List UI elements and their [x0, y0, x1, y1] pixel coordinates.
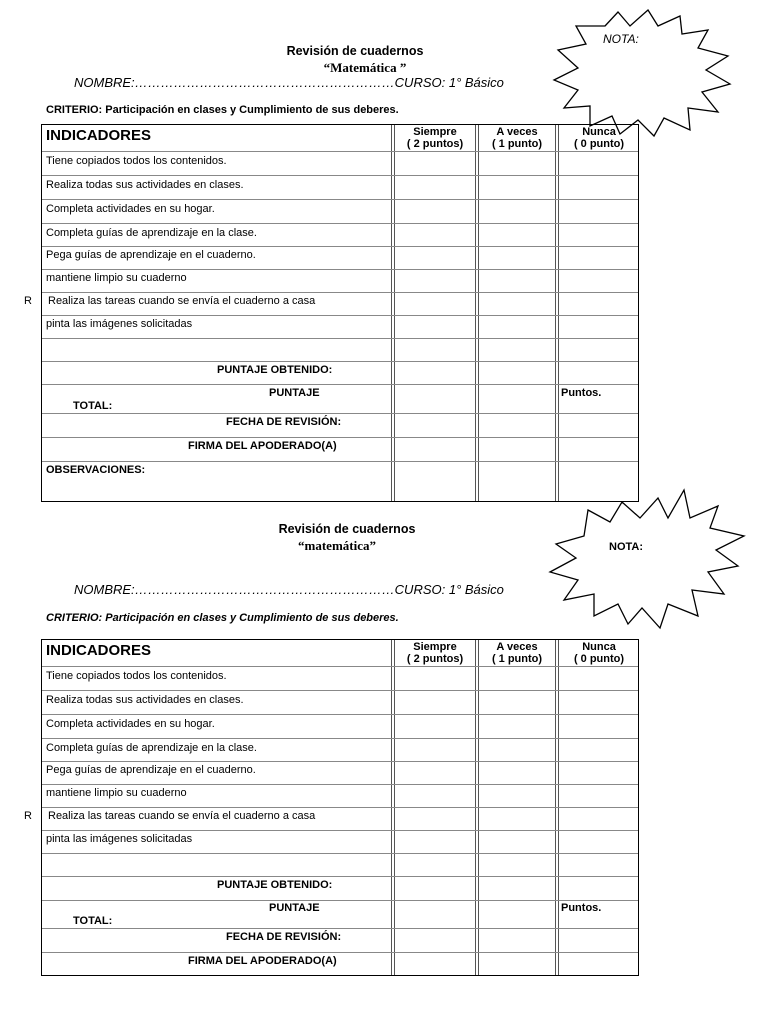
form-title: Revisión de cuadernos [278, 522, 416, 536]
indicator-row: mantiene limpio su cuaderno [46, 272, 187, 284]
indicator-row: Completa guías de aprendizaje en la clase. [46, 227, 257, 239]
nota-label: NOTA: [603, 32, 639, 46]
firma-apoderado-label: FIRMA DEL APODERADO(A) [188, 440, 337, 452]
aveces-header: A veces ( 1 punto) [491, 126, 543, 150]
total-label: TOTAL: [73, 400, 113, 412]
indicator-row: Realiza las tareas cuando se envía el cuaderno a casa [48, 295, 316, 307]
rubric-table [41, 124, 639, 502]
siempre-header: Siempre ( 2 puntos) [406, 126, 464, 150]
nunca-header: Nunca ( 0 punto) [573, 126, 625, 150]
nombre-curso-line: NOMBRE:……………………………………………………CURSO: 1° Básico [74, 75, 504, 90]
observaciones-label: OBSERVACIONES: [46, 464, 146, 476]
puntos-label: Puntos. [561, 387, 602, 399]
form-subtitle: “Matemática ” [323, 60, 407, 75]
indicator-row: Realiza las tareas cuando se envía el cuaderno a casa [48, 810, 316, 822]
fecha-revision-label: FECHA DE REVISIÓN: [226, 931, 342, 943]
puntaje-label: PUNTAJE [269, 387, 320, 399]
puntaje-label: PUNTAJE [269, 902, 320, 914]
indicator-row: Pega guías de aprendizaje en el cuaderno. [46, 764, 256, 776]
fecha-revision-label: FECHA DE REVISIÓN: [226, 416, 342, 428]
nombre-curso-line: NOMBRE:……………………………………………………CURSO: 1° Básico [74, 582, 504, 597]
firma-apoderado-label: FIRMA DEL APODERADO(A) [188, 955, 337, 967]
indicator-row: mantiene limpio su cuaderno [46, 787, 187, 799]
nota-label: NOTA: [609, 541, 644, 553]
criterio-text: CRITERIO: Participación en clases y Cumplimiento de sus deberes. [46, 612, 399, 624]
indicadores-header: INDICADORES [46, 642, 152, 659]
siempre-header: Siempre ( 2 puntos) [406, 641, 464, 665]
criterio-text: CRITERIO: Participación en clases y Cumplimiento de sus deberes. [46, 104, 399, 116]
total-label: TOTAL: [73, 915, 113, 927]
r-mark: R [24, 810, 32, 822]
indicator-row: Tiene copiados todos los contenidos. [46, 670, 227, 682]
indicator-row: pinta las imágenes solicitadas [46, 833, 193, 845]
puntos-label: Puntos. [561, 902, 602, 914]
puntaje-obtenido-label: PUNTAJE OBTENIDO: [217, 879, 333, 891]
indicator-row: Tiene copiados todos los contenidos. [46, 155, 227, 167]
indicator-row: Realiza todas sus actividades en clases. [46, 179, 244, 191]
indicator-row: Realiza todas sus actividades en clases. [46, 694, 244, 706]
indicator-row: Completa actividades en su hogar. [46, 718, 215, 730]
indicator-row: pinta las imágenes solicitadas [46, 318, 193, 330]
indicator-row: Completa guías de aprendizaje en la clase. [46, 742, 257, 754]
r-mark: R [24, 295, 32, 307]
nunca-header: Nunca ( 0 punto) [573, 641, 625, 665]
indicadores-header: INDICADORES [46, 127, 152, 144]
puntaje-obtenido-label: PUNTAJE OBTENIDO: [217, 364, 333, 376]
form-subtitle: “matemática” [298, 538, 376, 553]
rubric-table [41, 639, 639, 976]
nota-star-shape [550, 8, 735, 138]
indicator-row: Completa actividades en su hogar. [46, 203, 215, 215]
form-title: Revisión de cuadernos [286, 44, 424, 58]
indicator-row: Pega guías de aprendizaje en el cuaderno. [46, 249, 256, 261]
aveces-header: A veces ( 1 punto) [491, 641, 543, 665]
nota-star-shape [548, 488, 748, 634]
